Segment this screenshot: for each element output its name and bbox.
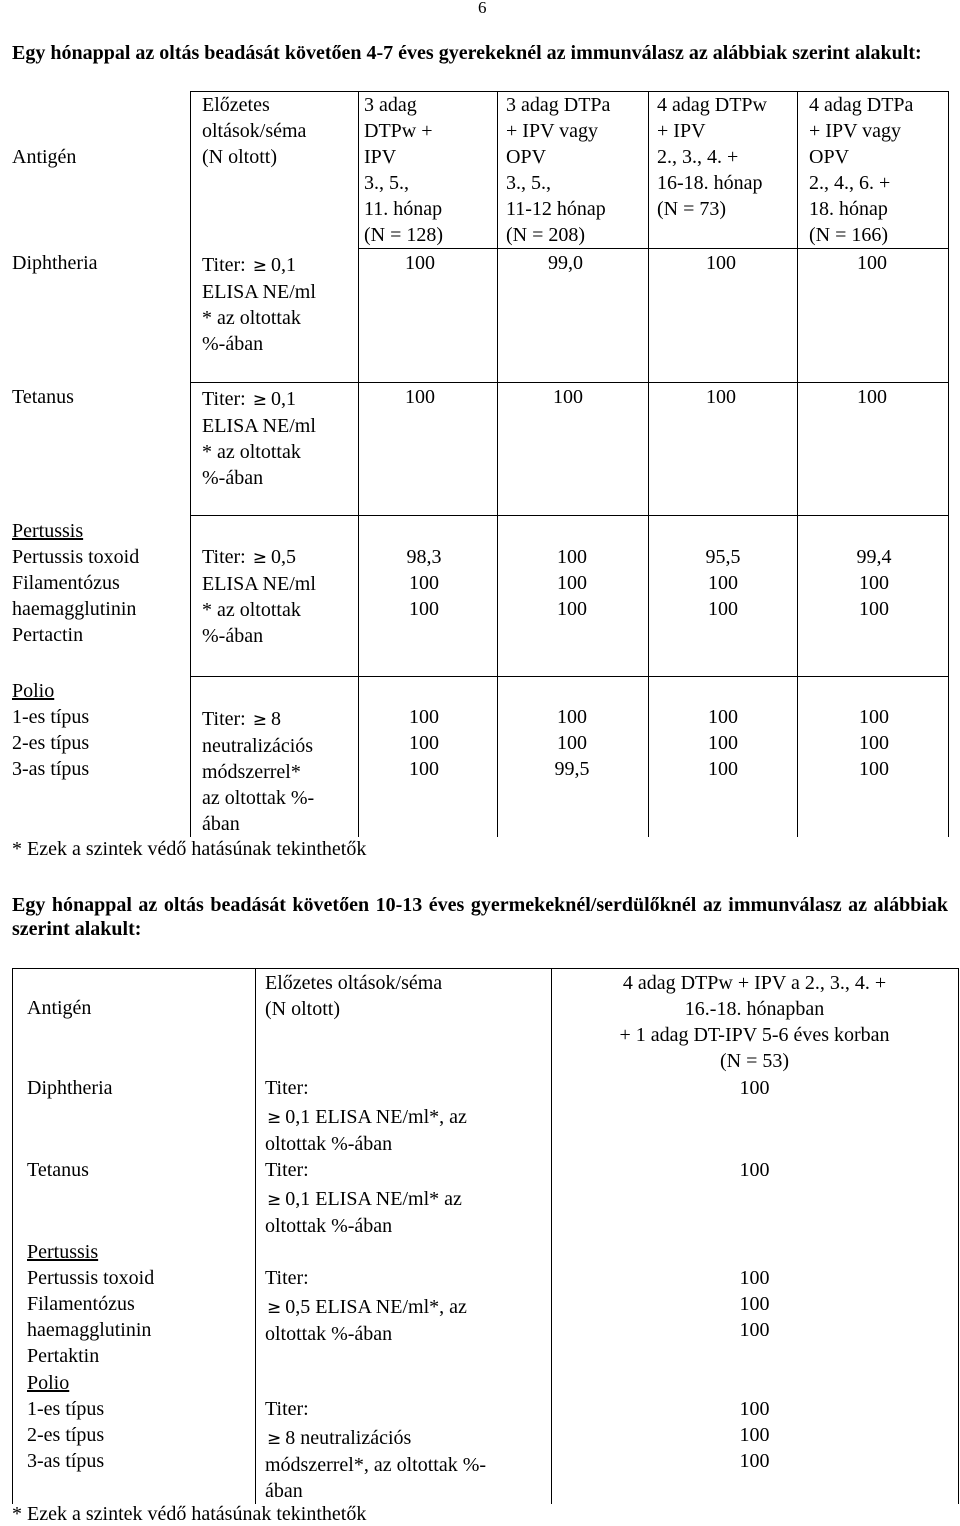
t2-tetanus-value: 100 <box>739 1159 770 1181</box>
pertussis-values-2: 100 100 100 <box>557 546 587 620</box>
t2-diphtheria-antigen: Diphtheria <box>27 1077 113 1099</box>
t2-pertussis-titer: Titer: ≥ 0,5 ELISA NE/ml*, az oltottak %-ában <box>265 1267 467 1345</box>
footnote-2: * Ezek a szintek védő hatásúnak tekinthetők <box>12 1503 367 1525</box>
tetanus-value-1: 100 <box>405 386 435 408</box>
polio-values-4: 100 100 100 <box>859 706 889 780</box>
header-schedule: Előzetes oltások/séma (N oltott) <box>202 94 307 168</box>
section2-heading: Egy hónappal az oltás beadását követően 10-13 éves gyermekeknél/serdülőknél az immunválasz az alábbiak szerint alakult: <box>12 894 948 940</box>
t2-polio-antigen: Polio 1-es típus 2-es típus 3-as típus <box>27 1372 105 1472</box>
polio-values-2: 100 100 99,5 <box>554 706 590 780</box>
t2-header-col: 4 adag DTPw + IPV a 2., 3., 4. + 16.-18. hónapban + 1 adag DT-IPV 5-6 éves korban (N = 53) <box>619 972 890 1072</box>
row-pertussis-antigen: Pertussis Pertussis toxoid Filamentózus haemagglutinin Pertactin <box>12 520 140 646</box>
t2-header-antigen: Antigén <box>27 997 92 1019</box>
row-diphtheria-titer: Titer: ≥ 0,1 ELISA NE/ml * az oltottak %-ában <box>202 254 316 355</box>
row-polio-antigen: Polio 1-es típus 2-es típus 3-as típus <box>12 680 90 780</box>
diphtheria-value-3: 100 <box>706 252 736 274</box>
t2-pertussis-values: 100 100 100 <box>739 1267 770 1341</box>
t2-header-schedule: Előzetes oltások/séma (N oltott) <box>265 972 443 1020</box>
pertussis-values-3: 95,5 100 100 <box>705 546 741 620</box>
row-tetanus-antigen: Tetanus <box>12 386 74 408</box>
tetanus-value-2: 100 <box>553 386 583 408</box>
row-tetanus-titer: Titer: ≥ 0,1 ELISA NE/ml * az oltottak %-ában <box>202 388 316 489</box>
tetanus-value-4: 100 <box>857 386 887 408</box>
header-col2: 3 adag DTPa + IPV vagy OPV 3., 5., 11-12 hónap (N = 208) <box>506 94 611 246</box>
t2-pertussis-antigen: Pertussis Pertussis toxoid Filamentózus haemagglutinin Pertaktin <box>27 1241 155 1367</box>
header-col3: 4 adag DTPw + IPV 2., 3., 4. + 16-18. hónap (N = 73) <box>657 94 767 220</box>
polio-values-1: 100 100 100 <box>409 706 439 780</box>
t2-polio-values: 100 100 100 <box>739 1398 770 1472</box>
row-diphtheria-antigen: Diphtheria <box>12 252 98 274</box>
row-pertussis-titer: Titer: ≥ 0,5 ELISA NE/ml * az oltottak %-ában <box>202 546 316 647</box>
t2-tetanus-titer: Titer: ≥ 0,1 ELISA NE/ml* az oltottak %-ában <box>265 1159 462 1237</box>
tetanus-value-3: 100 <box>706 386 736 408</box>
header-col4: 4 adag DTPa + IPV vagy OPV 2., 4., 6. + 18. hónap (N = 166) <box>809 94 914 246</box>
t2-tetanus-antigen: Tetanus <box>27 1159 89 1181</box>
pertussis-values-1: 98,3 100 100 <box>406 546 442 620</box>
section1-heading: Egy hónappal az oltás beadását követően 4-7 éves gyerekeknél az immunválasz az alábbiak szerint alakult: <box>12 42 922 64</box>
polio-values-3: 100 100 100 <box>708 706 738 780</box>
t2-diphtheria-titer: Titer: ≥ 0,1 ELISA NE/ml*, az oltottak %-ában <box>265 1077 467 1155</box>
t2-diphtheria-value: 100 <box>739 1077 770 1099</box>
header-antigen: Antigén <box>12 146 77 168</box>
pertussis-values-4: 99,4 100 100 <box>856 546 892 620</box>
diphtheria-value-2: 99,0 <box>548 252 583 274</box>
diphtheria-value-4: 100 <box>857 252 887 274</box>
footnote-1: * Ezek a szintek védő hatásúnak tekinthetők <box>12 838 367 860</box>
t2-polio-titer: Titer: ≥ 8 neutralizációs módszerrel*, az oltottak %- ában <box>265 1398 487 1502</box>
row-polio-titer: Titer: ≥ 8 neutralizációs módszerrel* az oltottak %- ában <box>202 708 315 835</box>
diphtheria-value-1: 100 <box>405 252 435 274</box>
header-col1: 3 adag DTPw + IPV 3., 5., 11. hónap (N = 128) <box>364 94 444 246</box>
page-number: 6 <box>478 0 487 17</box>
